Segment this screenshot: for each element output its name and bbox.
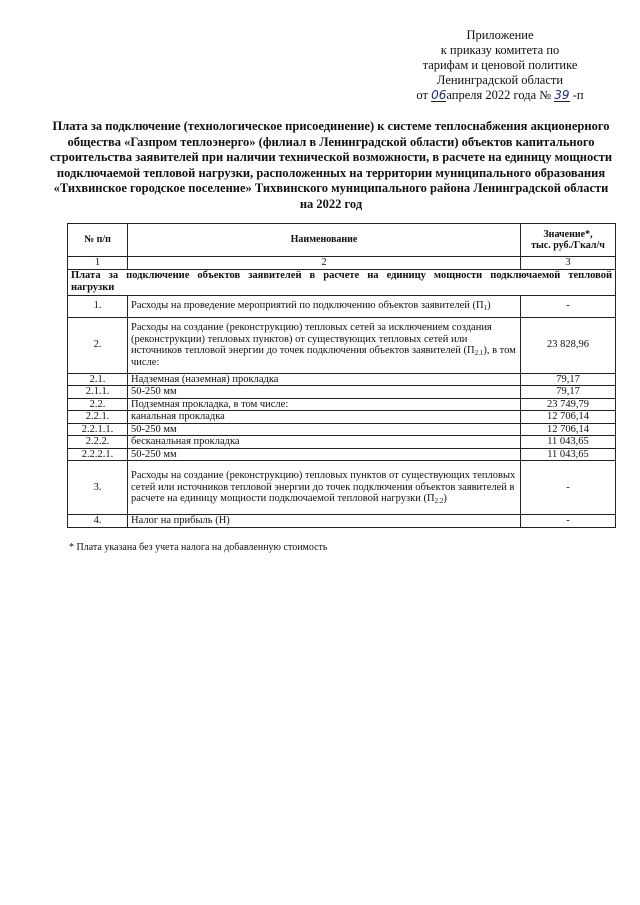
table-header-row [68,224,616,257]
footnote: * Плата указана без учета налога на добавленную стоимость [69,542,328,553]
row-value: 11 043,65 [521,436,616,449]
row-name: 50-250 мм [128,423,521,436]
row-value: 12 706,14 [521,411,616,424]
section-title-line2: нагрузки [71,282,115,293]
order-date-text: апреля 2022 года № [446,88,552,102]
order-number-handwritten: 39 [554,88,570,102]
appendix-line-1: к приказу комитета по [440,43,560,57]
table-row [68,436,616,449]
row-name: канальная прокладка [128,411,521,424]
column-number-3: 3 [521,257,616,270]
row-name: Подземная прокладка, в том числе: [128,398,521,411]
header-col-value [521,224,616,257]
appendix-line-2: тарифам и ценовой политике [422,58,578,72]
row-number: 2.2.1.1. [68,423,128,436]
table-row [68,373,616,386]
order-day-handwritten: 06 [431,88,447,102]
order-reference [400,88,600,103]
row-number: 1. [68,295,128,317]
row-name: Расходы на создание (реконструкцию) тепловых сетей за исключением создания (реконструкции) тепловых пунктов) от существующих тепловых сетей или источников тепловой энергии до точек подключения объектов заявителей $(П_{2.1})$, в том числе: [128,317,521,373]
fee-table [67,223,616,528]
column-number-row [68,257,616,270]
row-number: 2.1. [68,373,128,386]
appendix-title: Приложение [466,28,534,42]
order-prefix: от [416,88,428,102]
order-suffix: -п [572,88,584,102]
section-row [68,269,616,295]
header-col-value-line1: Значение*, [543,228,593,240]
row-value: 12 706,14 [521,423,616,436]
table-row [68,295,616,317]
row-name: Расходы на создание (реконструкцию) тепловых пунктов от существующих тепловых сетей или источников тепловой энергии до точек подключения объектов заявителей в расчете на единицу мощности подключаемой тепловой нагрузки $(П_{2.2})$ [128,461,521,515]
row-value: 79,17 [521,373,616,386]
table-row [68,411,616,424]
row-number: 3. [68,461,128,515]
row-value: 23 828,96 [521,317,616,373]
row-value: 23 749,79 [521,398,616,411]
row-number: 2.1.1. [68,386,128,399]
row-number: 2.2.2.1. [68,448,128,461]
table-row [68,423,616,436]
header-col-number: № п/п [68,224,128,257]
document-title: Плата за подключение (технологическое присоединение) к системе теплоснабжения акционерного общества «Газпром теплоэнерго» (филиал в Ленинградской области) объектов капитального строительства заявителей при наличии технической возможности, в расчете на единицу мощности подключаемой тепловой нагрузки, расположенных на территории муниципального образования «Тихвинское городское поселение» Тихвинского муниципального района Ленинградской области на 2022 год [49,119,613,211]
appendix-header [400,28,600,103]
header-col-value-line2: тыс. руб./Гкал/ч [531,240,605,251]
table-row [68,448,616,461]
row-name: 50-250 мм [128,386,521,399]
column-number-2: 2 [128,257,521,270]
row-name: Расходы на проведение мероприятий по подключению объектов заявителей $(П_1)$ [128,295,521,317]
section-title-line1: Плата за подключение объектов заявителей в расчете на единицу мощности подключаемой тепловой [71,270,612,281]
header-col-name: Наименование [128,224,521,257]
column-number-1: 1 [68,257,128,270]
row-name: 50-250 мм [128,448,521,461]
row-value: - [521,515,616,528]
table-row [68,317,616,373]
table-row [68,386,616,399]
table-row [68,461,616,515]
row-number: 2.2.2. [68,436,128,449]
row-number: 4. [68,515,128,528]
row-value: - [521,295,616,317]
row-number: 2.2.1. [68,411,128,424]
appendix-line-3: Ленинградской области [436,73,564,87]
table-row [68,398,616,411]
table-row [68,515,616,528]
row-number: 2.2. [68,398,128,411]
row-number: 2. [68,317,128,373]
row-name: Надземная (наземная) прокладка [128,373,521,386]
row-value: 79,17 [521,386,616,399]
row-name: Налог на прибыль (Н) [128,515,521,528]
row-value: 11 043,65 [521,448,616,461]
row-value: - [521,461,616,515]
section-title [68,269,616,295]
row-name: бесканальная прокладка [128,436,521,449]
